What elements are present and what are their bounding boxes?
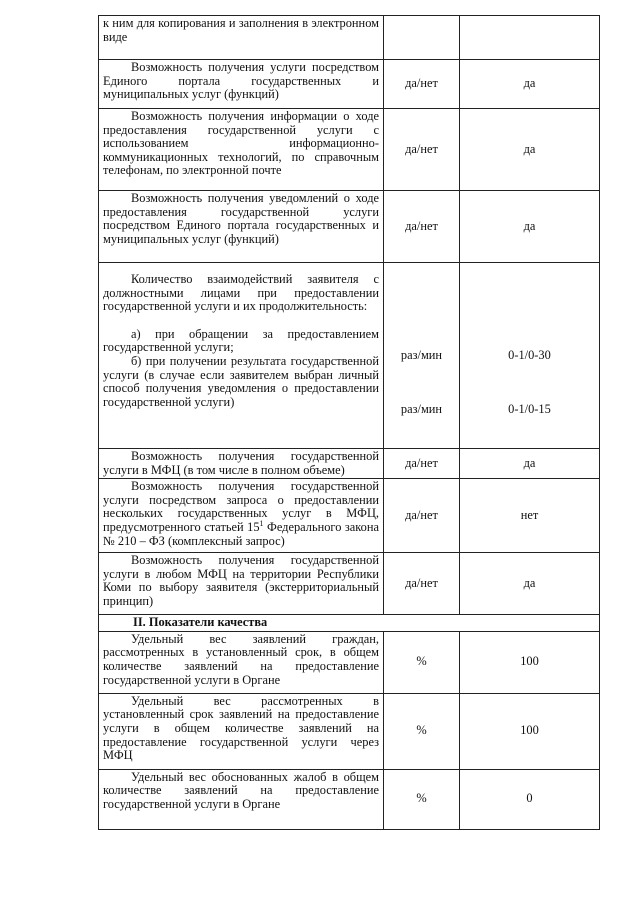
indicator-text-pre: Возможность получения государственной услуги посредством запроса о предоставлении нескольких государственных услуг в МФЦ, предусмотренного статьей 15 (103, 479, 379, 534)
indicator-unit (384, 16, 460, 60)
interactions-unit-a: раз/мин (400, 348, 443, 362)
indicator-text-post: Федерального закона № 210 – ФЗ (комплексный запрос) (103, 519, 380, 548)
indicator-value: да (460, 191, 600, 263)
indicator-value: 100 (460, 693, 600, 769)
indicator-text: Возможность получения государственной услуги в МФЦ (в том числе в полном объеме) (99, 449, 384, 479)
indicator-value: да (460, 449, 600, 479)
table-row (99, 191, 600, 263)
indicator-value (460, 16, 600, 60)
indicator-unit: да/нет (384, 479, 460, 553)
indicator-value-group (460, 263, 600, 449)
footnote-superscript: 1 (259, 518, 264, 528)
section-header-row (99, 615, 600, 632)
table-row (99, 16, 600, 60)
interactions-value-b: 0-1/0-15 (508, 401, 551, 416)
indicator-value: да (460, 60, 600, 109)
indicator-value: 100 (460, 631, 600, 693)
indicator-value: да (460, 553, 600, 615)
indicator-unit: % (384, 693, 460, 769)
interactions-item-a: а) при обращении за предоставлением государственной услуги; (103, 326, 379, 355)
table-row (99, 631, 600, 693)
indicator-unit: % (384, 631, 460, 693)
indicator-unit-group (384, 263, 460, 449)
table-row (99, 263, 600, 449)
interactions-item-b: б) при получении результата государственной услуги (в случае если заявителем выбран личный способ получения уведомления о предоставлении государственной услуги) (103, 353, 379, 409)
indicator-unit: да/нет (384, 60, 460, 109)
indicator-unit: да/нет (384, 449, 460, 479)
indicator-text-group (99, 263, 384, 449)
indicator-text: Удельный вес обоснованных жалоб в общем количестве заявлений на предоставление государственной услуги в Органе (99, 769, 384, 829)
indicator-value: 0 (460, 769, 600, 829)
indicator-value: да (460, 109, 600, 191)
indicators-table (98, 15, 600, 830)
indicator-text: к ним для копирования и заполнения в электронном виде (99, 16, 384, 60)
indicator-text: Возможность получения государственной услуги в любом МФЦ на территории Республики Коми по выбору заявителя (экстерриториальный принцип) (99, 553, 384, 615)
indicator-text-mfc-complex (99, 479, 384, 553)
interactions-value-a: 0-1/0-30 (508, 348, 551, 362)
table-row (99, 693, 600, 769)
indicator-unit: % (384, 769, 460, 829)
indicator-unit: да/нет (384, 109, 460, 191)
indicator-text: Возможность получения информации о ходе предоставления государственной услуги с использованием информационно-коммуникационных технологий, по справочным телефонам, по электронной почте (99, 109, 384, 191)
table-row (99, 109, 600, 191)
table-row (99, 769, 600, 829)
indicator-text: Удельный вес заявлений граждан, рассмотренных в установленный срок, в общем количестве заявлений на предоставление государственной услуги в Органе (99, 631, 384, 693)
interactions-intro: Количество взаимодействий заявителя с должностными лицами при предоставлении государственной услуги и их продолжительность: (103, 272, 379, 314)
indicator-text: Удельный вес рассмотренных в установленный срок заявлений на предоставление услуги в общем количестве заявлений на предоставление государственной услуги через МФЦ (99, 693, 384, 769)
interactions-unit-b: раз/мин (400, 401, 443, 416)
table-row (99, 60, 600, 109)
indicator-unit: да/нет (384, 191, 460, 263)
table-row (99, 553, 600, 615)
table-row (99, 449, 600, 479)
section-title: II. Показатели качества (99, 615, 600, 632)
table-row (99, 479, 600, 553)
indicator-text: Возможность получения уведомлений о ходе предоставления государственной услуги посредством Единого портала государственных и муниципальных услуг (функций) (99, 191, 384, 263)
indicator-text: Возможность получения услуги посредством Единого портала государственных и муниципальных услуг (функций) (99, 60, 384, 109)
indicator-unit: да/нет (384, 553, 460, 615)
indicator-value: нет (460, 479, 600, 553)
